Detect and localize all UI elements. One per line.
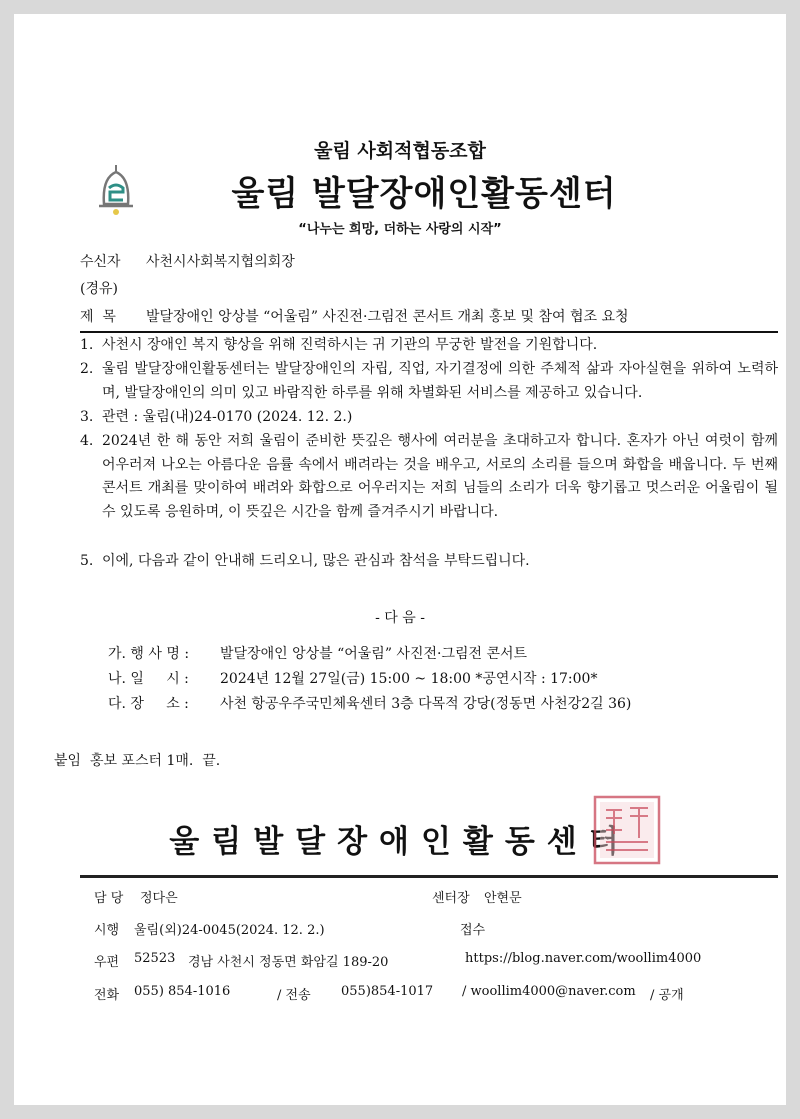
issue-number: 울림(외)24-0045(2024. 12. 2.)	[134, 923, 325, 938]
item-label-place: 다. 장 소 :	[108, 696, 189, 712]
paragraph-3: 3. 관련 : 울림(내)24-0170 (2024. 12. 2.)	[80, 409, 353, 425]
phone-label: 전화	[94, 988, 120, 1003]
issue-label: 시행	[94, 923, 120, 938]
fax-number: 055)854-1017	[341, 984, 434, 999]
recipient: 사천시사회복지협의회장	[146, 254, 295, 270]
signature-name: 울림발달장애인활동센터	[169, 824, 631, 860]
header-divider	[80, 331, 778, 333]
paragraph-5: 5. 이에, 다음과 같이 안내해 드리오니, 많은 관심과 참석을 부탁드립니다.	[80, 553, 530, 569]
phone-number: 055) 854-1016	[134, 984, 231, 999]
item-label-date: 나. 일 시 :	[108, 671, 189, 687]
notice-heading: - 다 음 -	[375, 610, 425, 626]
item-value-date: 2024년 12월 27일(금) 15:00 ~ 18:00 *공연시작 : 17:00*	[220, 671, 598, 687]
item-label-event: 가. 행 사 명 :	[108, 646, 190, 662]
email-link[interactable]: / woollim4000@naver.com	[462, 984, 636, 999]
item-value-place: 사천 항공우주국민체육센터 3층 다목적 강당(정동면 사천강2길 36)	[220, 696, 632, 712]
director-name: 안현문	[484, 891, 522, 906]
via-label: (경유)	[80, 281, 118, 297]
address: 경남 사천시 정동면 화암길 189-20	[188, 955, 389, 970]
slogan: “나누는 희망, 더하는 사랑의 시작”	[298, 222, 502, 237]
manager-name: 정다은	[140, 891, 178, 906]
paragraph-2: 2. 울림 발달장애인활동센터는 발달장애인의 자립, 직업, 자기결정에 의한 주체적 삶과 자아실현을 위하여 노력하며, 발달장애인의 의미 있고 바람직한 하루를 위해 차별화된 서비스를 제공하고 있습니다.	[80, 361, 778, 401]
document-page	[14, 14, 786, 1105]
director-label: 센터장	[432, 891, 470, 906]
postal-code: 52523	[134, 951, 176, 966]
footer-divider	[80, 875, 778, 878]
organization-name: 울림 사회적협동조합	[314, 140, 486, 162]
public-label: / 공개	[650, 988, 684, 1003]
subject: 발달장애인 앙상블 “어울림” 사진전·그림전 콘서트 개최 홍보 및 참여 협조 요청	[146, 309, 629, 325]
recipient-label: 수신자	[80, 254, 121, 270]
item-value-event: 발달장애인 앙상블 “어울림” 사진전·그림전 콘서트	[220, 646, 528, 662]
subject-label: 제 목	[80, 309, 116, 325]
center-name: 울림 발달장애인활동센터	[231, 174, 617, 214]
attachment-line: 붙임 홍보 포스터 1매. 끝.	[54, 753, 221, 769]
official-seal-icon	[592, 794, 662, 866]
paragraph-1: 1. 사천시 장애인 복지 향상을 위해 진력하시는 귀 기관의 무궁한 발전을 기원합니다.	[80, 337, 598, 353]
receipt-label: 접수	[460, 923, 486, 938]
manager-label: 담 당	[94, 891, 124, 906]
postal-label: 우편	[94, 955, 120, 970]
blog-link[interactable]: https://blog.naver.com/woollim4000	[465, 951, 702, 966]
fax-label: / 전송	[277, 988, 311, 1003]
paragraph-4: 4. 2024년 한 해 동안 저희 울림이 준비한 뜻깊은 행사에 여러분을 초대하고자 합니다. 혼자가 아닌 여럿이 함께 어우러져 나오는 아름다운 음률 속에서 배려라는 것을 배우고, 서로의 소리를 들으며 화합을 배웁니다. 두 번째 콘서트 개최를 맞이하여 배려와 화합으로 어우러지는 저희 님들의 소리가 더욱 향기롭고 멋스러운 어울림이 될 수 있도록 응원하며, 이 뜻깊은 시간을 함께 즐겨주시기 바랍니다.	[80, 433, 778, 520]
